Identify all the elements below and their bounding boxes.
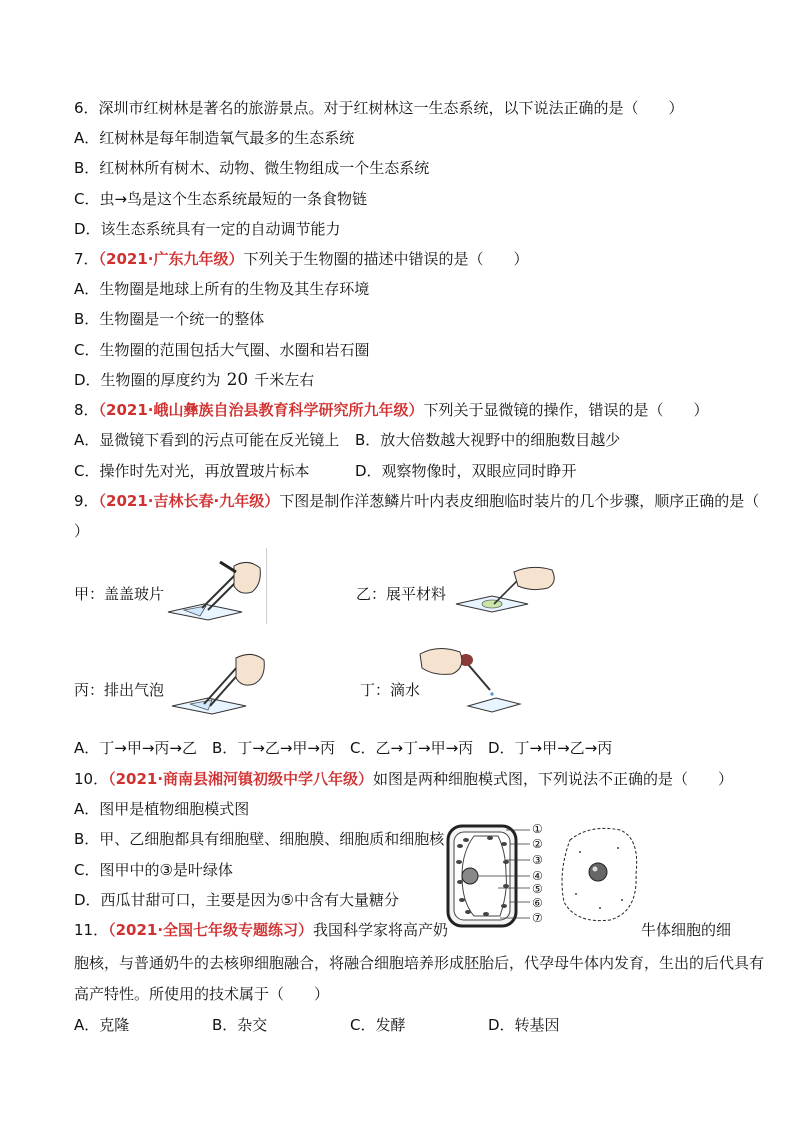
q7-option-b: B．生物圈是一个统一的整体 (74, 310, 265, 328)
q6-option-b: B．红树林所有树木、动物、微生物组成一个生态系统 (74, 159, 430, 177)
q10-number: 10． (74, 770, 109, 788)
q9-step-jia: 甲：盖盖玻片 (74, 585, 165, 603)
q9-number: 9． (74, 492, 99, 510)
q7-stem-line (74, 249, 529, 269)
q8-option-b: B．放大倍数越大视野中的细胞数目越少 (355, 431, 621, 449)
q11-stem-part3: 高产特性。所使用的技术属于（ ） (74, 985, 330, 1003)
plant-cell-nucleus (462, 868, 478, 884)
cell-label-3: ③ (532, 853, 543, 867)
q10-option-c: C．图甲中的③是叶绿体 (74, 861, 233, 879)
q9-option-d: D．丁→甲→乙→丙 (488, 739, 613, 757)
q7-option-d-number: 20 (226, 370, 249, 390)
q7-source: （2021·广东九年级） (98, 250, 244, 268)
q11-source: （2021·全国七年级专题练习） (108, 921, 314, 939)
q7-option-a: A．生物圈是地球上所有的生物及其生存环境 (74, 280, 370, 298)
q6-option-a: A．红树林是每年制造氧气最多的生态系统 (74, 129, 355, 147)
q7-option-d-post: 千米左右 (254, 371, 315, 389)
q8-stem-line (74, 400, 709, 420)
figure-add-water (412, 640, 522, 720)
cell-label-2: ② (532, 837, 543, 851)
q10-stem-line (74, 769, 733, 789)
cell-diagram (440, 822, 660, 930)
q10-option-d: D．西瓜甘甜可口，主要是因为⑤中含有大量糖分 (74, 891, 399, 909)
q9-stem: 下图是制作洋葱鳞片叶内表皮细胞临时装片的几个步骤，顺序正确的是（ (279, 492, 760, 510)
q10-option-a: A．图甲是植物细胞模式图 (74, 800, 250, 818)
q6-option-c: C．虫→鸟是这个生态系统最短的一条食物链 (74, 190, 368, 208)
q9-option-a: A．丁→甲→丙→乙 (74, 739, 197, 757)
figure-spread-material (452, 560, 562, 620)
q6-stem: 6．深圳市红树林是著名的旅游景点。对于红树林这一生态系统，以下说法正确的是（ ） (74, 99, 684, 117)
q11-option-c: C．发酵 (350, 1016, 406, 1034)
figure-cover-slip (164, 556, 264, 626)
q10-option-b: B．甲、乙细胞都具有细胞壁、细胞膜、细胞质和细胞核 (74, 830, 445, 848)
cell-label-4: ④ (532, 869, 543, 883)
q11-stem-line (74, 920, 448, 940)
q8-source: （2021·峨山彝族自治县教育科学研究所九年级） (98, 401, 424, 419)
q8-stem: 下列关于显微镜的操作，错误的是（ ） (423, 401, 709, 419)
cell-label-1: ① (532, 822, 543, 836)
q11-stem-part2: 胞核，与普通奶牛的去核卵细胞融合，将融合细胞培养形成胚胎后，代孕母牛体内发育，生出的后代具有 (74, 954, 765, 972)
q9-step-ding: 丁：滴水 (360, 681, 421, 699)
q7-option-d (74, 370, 314, 390)
q7-number: 7． (74, 250, 99, 268)
q11-number: 11． (74, 921, 109, 939)
q9-step-bing: 丙：排出气泡 (74, 681, 165, 699)
q11-stem-part1-end: 牛体细胞的细 (641, 921, 732, 939)
q9-stem-line (74, 491, 759, 511)
figure-remove-bubbles (168, 650, 268, 720)
q10-source: （2021·商南县湘河镇初级中学八年级） (108, 770, 374, 788)
animal-cell-nucleus (589, 863, 607, 881)
q11-option-b: B．杂交 (212, 1016, 268, 1034)
cell-label-6: ⑥ (532, 896, 543, 910)
q9-option-c: C．乙→丁→甲→丙 (350, 739, 474, 757)
q9-stem-close: ） (74, 522, 90, 540)
q9-option-b: B．丁→乙→甲→丙 (212, 739, 335, 757)
cell-label-5: ⑤ (532, 882, 543, 896)
q9-source: （2021·吉林长春·九年级） (98, 492, 280, 510)
q7-option-d-pre: D．生物圈的厚度约为 (74, 371, 221, 389)
q11-option-a: A．克隆 (74, 1016, 130, 1034)
q9-step-yi: 乙：展平材料 (356, 585, 447, 603)
q8-option-c: C．操作时先对光，再放置玻片标本 (74, 462, 310, 480)
q11-option-d: D．转基因 (488, 1016, 560, 1034)
q7-stem: 下列关于生物圈的描述中错误的是（ ） (243, 250, 529, 268)
q6-option-d: D．该生态系统具有一定的自动调节能力 (74, 220, 341, 238)
q8-option-a: A．显微镜下看到的污点可能在反光镜上 (74, 431, 340, 449)
q8-number: 8． (74, 401, 99, 419)
q10-stem: 如图是两种细胞模式图，下列说法不正确的是（ ） (373, 770, 734, 788)
q11-stem-part1: 我国科学家将高产奶 (313, 921, 449, 939)
cell-label-7: ⑦ (532, 911, 543, 925)
q8-option-d: D．观察物像时，双眼应同时睁开 (355, 462, 577, 480)
figure-divider (266, 548, 267, 624)
q7-option-c: C．生物圈的范围包括大气圈、水圈和岩石圈 (74, 341, 370, 359)
